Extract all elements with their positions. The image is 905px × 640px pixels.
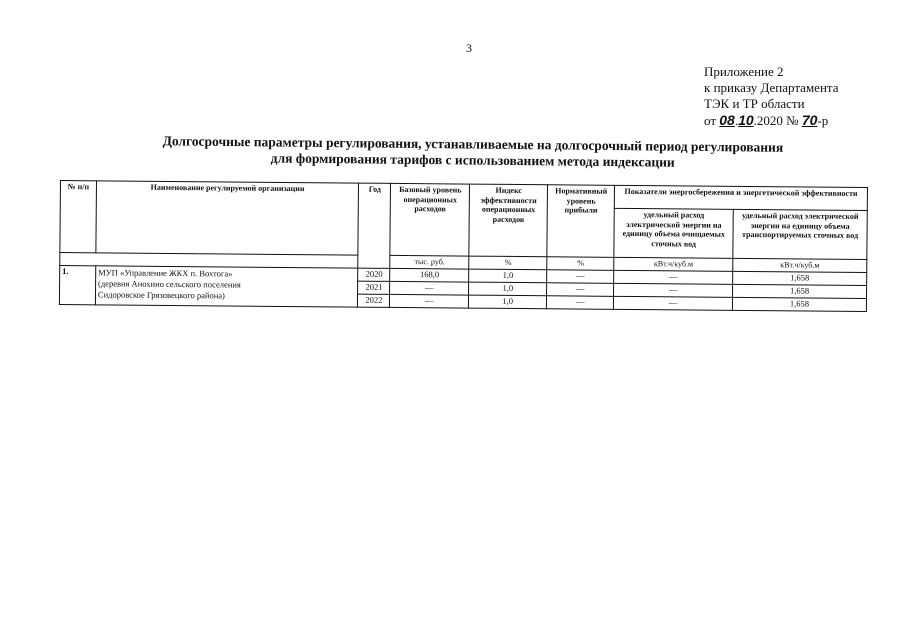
parameters-table <box>59 180 868 312</box>
page-number: 3 <box>466 41 472 55</box>
cell-index: 1,0 <box>469 269 547 283</box>
order-number: 70 <box>801 112 818 128</box>
cell-year: 2020 <box>358 268 390 281</box>
document-title <box>133 133 813 172</box>
header-num: № п/п <box>60 181 97 253</box>
header-year: Год <box>358 183 391 268</box>
cell-year: 2021 <box>358 281 390 294</box>
cell-base: — <box>390 294 469 308</box>
number-suffix: -р <box>817 113 829 128</box>
org-line-2: (деревня Анохино сельского поселения <box>97 277 241 290</box>
cell-energy-treat: — <box>614 283 733 297</box>
cell-base: — <box>390 281 469 295</box>
unit-index: % <box>469 256 547 269</box>
row-number: 1. <box>59 265 95 304</box>
unit-base: тыс. руб. <box>390 255 469 268</box>
organization-name <box>95 265 358 306</box>
cell-profit: — <box>547 282 614 296</box>
date-year: .2020 <box>753 113 783 128</box>
cell-energy-treat: — <box>614 270 733 284</box>
header-row-1 <box>60 181 867 211</box>
appendix-date-line <box>704 112 839 129</box>
title-line-1: Долгосрочные параметры регулирования, устанавливаемые на долгосрочный период регулирования <box>162 133 784 155</box>
unit-energy-treat: кВт.ч/куб.м <box>614 257 733 271</box>
unit-profit: % <box>547 257 614 270</box>
date-separator: . <box>734 113 739 128</box>
unit-energy-transport: кВт.ч/куб.м <box>733 258 867 272</box>
header-org: Наименование регулируемой организации <box>96 181 359 255</box>
cell-energy-transport: 1,658 <box>732 297 866 311</box>
appendix-line-3: ТЭК и ТР области <box>704 96 805 111</box>
cell-profit: — <box>547 269 614 283</box>
header-energy-treat: удельный расход электрической энергии на единицу объема очищаемых сточных вод <box>614 208 733 258</box>
title-line-2: для формирования тарифов с использованием метода индексации <box>270 150 675 170</box>
cell-index: 1,0 <box>469 282 547 296</box>
date-month: 10 <box>738 112 754 128</box>
header-base: Базовый уровень операционных расходов <box>390 183 470 256</box>
header-profit: Нормативный уровень прибыли <box>547 185 615 258</box>
appendix-line-1: Приложение 2 <box>704 64 784 79</box>
cell-energy-transport: 1,658 <box>733 271 867 285</box>
cell-index: 1,0 <box>469 295 547 309</box>
header-index: Индекс эффективности операционных расходов <box>469 184 548 257</box>
header-energy-transport: удельный расход электрической энергии на единицу объема транспортируемых сточных вод <box>733 209 867 259</box>
date-prefix: от <box>704 113 717 128</box>
cell-base: 168,0 <box>390 268 469 282</box>
cell-year: 2022 <box>358 294 390 307</box>
cell-energy-transport: 1,658 <box>733 284 867 298</box>
number-prefix: № <box>786 113 799 128</box>
cell-energy-treat: — <box>614 296 733 310</box>
header-energy-group: Показатели энергосбережения и энергетической эффективности <box>615 185 868 210</box>
appendix-block <box>704 64 839 129</box>
org-line-3: Сидоровское Грязовецкого района) <box>97 288 225 300</box>
cell-profit: — <box>547 295 614 309</box>
org-line-1: МУП «Управление ЖКХ п. Вохтога» <box>98 266 233 279</box>
appendix-line-2: к приказу Департамента <box>704 80 839 95</box>
date-day: 08 <box>719 112 735 128</box>
